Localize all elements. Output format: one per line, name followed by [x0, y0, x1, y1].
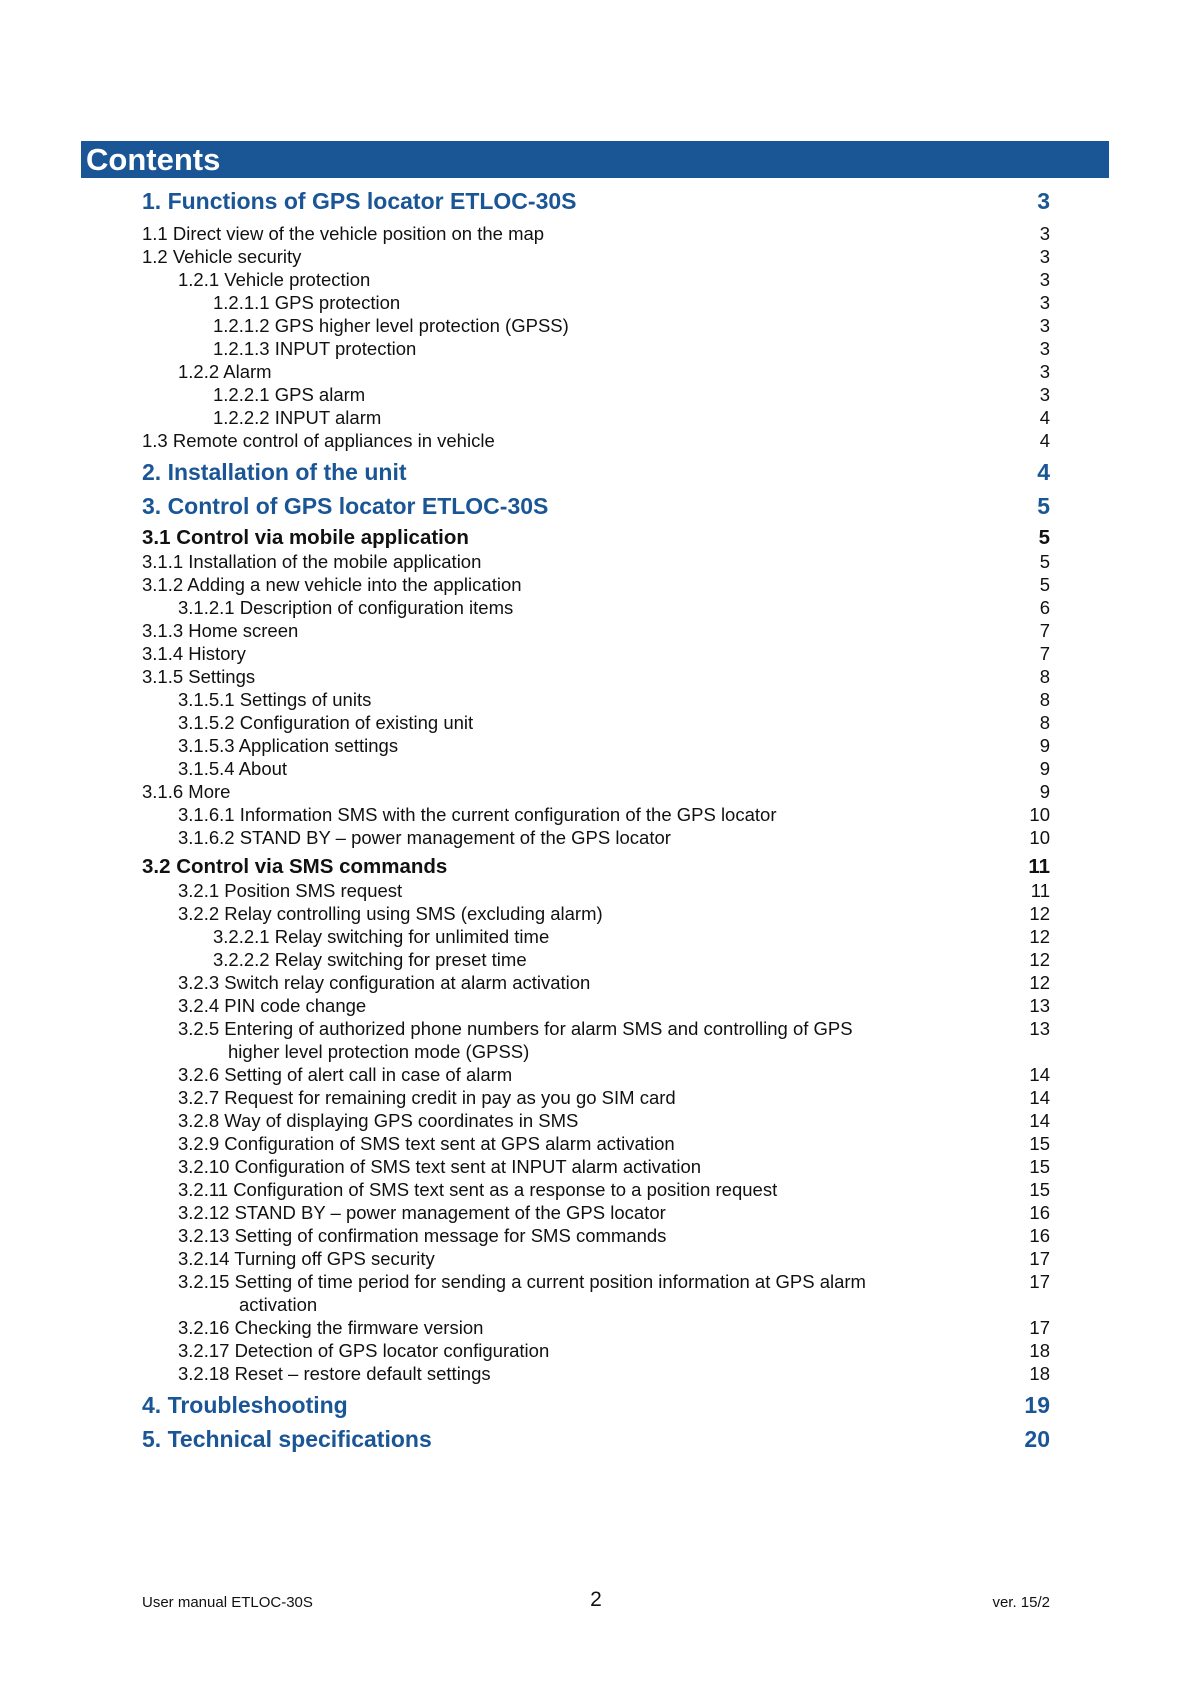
toc-entry[interactable] [142, 360, 1050, 383]
toc-entry-title: 3.2.2.1 Relay switching for unlimited time [213, 926, 550, 947]
toc-entry-title: 3.1.6.2 STAND BY – power management of the GPS locator [178, 827, 671, 848]
toc-entry-title: 3.2.2.2 Relay switching for preset time [213, 949, 527, 970]
toc-entry-title: 3.2.9 Configuration of SMS text sent at GPS alarm activation [178, 1133, 675, 1154]
footer-version: ver. 15/2 [992, 1594, 1050, 1611]
toc-entry-page-number: 14 [1029, 1064, 1050, 1085]
toc-entry-title: 3.1.5 Settings [142, 666, 256, 687]
toc-entry-title: 2. Installation of the unit [142, 459, 407, 485]
toc-entry-page-number: 3 [1039, 246, 1050, 267]
toc-entry[interactable] [142, 268, 1050, 291]
toc-entry-page-number: 7 [1039, 620, 1050, 641]
toc-entry-page-number: 4 [1037, 459, 1050, 485]
toc-entry-page-number: 5 [1037, 493, 1050, 519]
toc-section-entry[interactable] [142, 526, 1050, 550]
toc-entry-title: 3.1.5.4 About [178, 758, 288, 779]
toc-entry-page-number: 13 [1029, 1018, 1050, 1039]
toc-entry[interactable] [142, 780, 1050, 803]
toc-entry-page-number: 10 [1029, 827, 1050, 848]
toc-entry-title: 3.1 Control via mobile application [142, 526, 469, 549]
toc-entry-title: 3.2.4 PIN code change [178, 995, 367, 1016]
toc-entry-page-number: 9 [1039, 758, 1050, 779]
toc-entry-page-number: 17 [1029, 1317, 1050, 1338]
toc-entry-title: 1.2.2.1 GPS alarm [213, 384, 366, 405]
toc-entry-title: 3.2.18 Reset – restore default settings [178, 1363, 491, 1384]
toc-entry-title: 3.2.16 Checking the firmware version [178, 1317, 484, 1338]
toc-entry-title-line: 3.2.15 Setting of time period for sending a current position information at GPS alarm [178, 1271, 866, 1292]
toc-entry[interactable] [142, 1270, 1050, 1316]
toc-entry-title: 3.1.3 Home screen [142, 620, 299, 641]
toc-entry[interactable] [142, 826, 1050, 849]
toc-entry-title: 1.2.1 Vehicle protection [178, 269, 371, 290]
toc-entry-title: 3. Control of GPS locator ETLOC-30S [142, 493, 549, 519]
toc-entry[interactable] [142, 734, 1050, 757]
toc-entry-title-continuation: activation [239, 1294, 318, 1315]
toc-entry-title: 3.1.5.2 Configuration of existing unit [178, 712, 474, 733]
toc-entry-title: 1.2.1.1 GPS protection [213, 292, 401, 313]
toc-entry-page-number: 20 [1024, 1426, 1050, 1452]
toc-entry-title: 3.2.12 STAND BY – power management of the GPS locator [178, 1202, 666, 1223]
toc-entry[interactable] [142, 1201, 1050, 1224]
toc-entry-page-number: 8 [1039, 666, 1050, 687]
toc-entry-page-number: 4 [1039, 407, 1050, 428]
toc-entry[interactable] [142, 245, 1050, 268]
toc-entry-page-number: 16 [1029, 1202, 1050, 1223]
toc-entry[interactable] [142, 711, 1050, 734]
toc-entry-page-number: 18 [1029, 1340, 1050, 1361]
toc-entry[interactable] [142, 1362, 1050, 1385]
toc-entry[interactable] [142, 879, 1050, 902]
toc-entry-title: 1.2.2 Alarm [178, 361, 272, 382]
toc-entry[interactable] [142, 1155, 1050, 1178]
toc-entry[interactable] [142, 1247, 1050, 1270]
toc-entry-page-number: 16 [1029, 1225, 1050, 1246]
toc-entry-title: 3.1.5.1 Settings of units [178, 689, 372, 710]
toc-entry[interactable] [142, 1132, 1050, 1155]
toc-entry-title-continuation: higher level protection mode (GPSS) [228, 1041, 530, 1062]
toc-entry-page-number: 3 [1039, 338, 1050, 359]
page-footer [142, 1590, 1050, 1614]
toc-chapter-entry[interactable] [142, 1425, 1050, 1453]
toc-entry-page-number: 3 [1039, 384, 1050, 405]
toc-chapter-entry[interactable] [142, 1391, 1050, 1419]
toc-entry-title: 3.2.10 Configuration of SMS text sent at INPUT alarm activation [178, 1156, 702, 1177]
toc-entry[interactable] [142, 1224, 1050, 1247]
toc-entry-page-number: 3 [1039, 315, 1050, 336]
toc-entry[interactable] [142, 757, 1050, 780]
toc-entry[interactable] [142, 665, 1050, 688]
toc-entry-title: 3.2.2 Relay controlling using SMS (excluding alarm) [178, 903, 603, 924]
toc-chapter-entry[interactable] [142, 492, 1050, 520]
toc-entry[interactable] [142, 803, 1050, 826]
toc-entry[interactable] [142, 948, 1050, 971]
toc-entry-page-number: 10 [1029, 804, 1050, 825]
toc-entry-title [142, 1017, 990, 1063]
toc-entry-page-number: 4 [1039, 430, 1050, 451]
toc-entry-title: 1. Functions of GPS locator ETLOC-30S [142, 188, 577, 214]
toc-entry-title: 1.2.2.2 INPUT alarm [213, 407, 382, 428]
toc-entry-title: 3.1.4 History [142, 643, 246, 664]
toc-entry-page-number: 3 [1039, 269, 1050, 290]
toc-entry[interactable] [142, 971, 1050, 994]
toc-entry-title: 3.2.3 Switch relay configuration at alarm activation [178, 972, 591, 993]
page-title: Contents [86, 142, 221, 177]
toc-entry-page-number: 7 [1039, 643, 1050, 664]
toc-entry-page-number: 12 [1029, 972, 1050, 993]
toc-entry-page-number: 6 [1039, 597, 1050, 618]
toc-entry-title: 4. Troubleshooting [142, 1392, 348, 1418]
toc-entry[interactable] [142, 406, 1050, 429]
toc-entry[interactable] [142, 925, 1050, 948]
toc-entry-page-number: 12 [1029, 926, 1050, 947]
toc-entry-page-number: 3 [1039, 361, 1050, 382]
toc-entry-page-number: 3 [1039, 223, 1050, 244]
toc-entry-title: 3.1.6.1 Information SMS with the current configuration of the GPS locator [178, 804, 777, 825]
toc-entry-page-number: 5 [1038, 526, 1050, 549]
toc-entry-title: 1.2.1.2 GPS higher level protection (GPSS) [213, 315, 569, 336]
toc-entry[interactable] [142, 383, 1050, 406]
toc-entry[interactable] [142, 222, 1050, 245]
toc-entry[interactable] [142, 1339, 1050, 1362]
toc-entry[interactable] [142, 1109, 1050, 1132]
toc-entry-title: 3.1.1 Installation of the mobile application [142, 551, 482, 572]
toc-entry[interactable] [142, 619, 1050, 642]
toc-entry-page-number: 17 [1029, 1248, 1050, 1269]
toc-entry[interactable] [142, 1086, 1050, 1109]
footer-document-name: User manual ETLOC-30S [142, 1594, 313, 1611]
toc-chapter-entry[interactable] [142, 458, 1050, 486]
toc-entry-page-number: 12 [1029, 949, 1050, 970]
contents-header-bar [81, 141, 1109, 178]
toc-chapter-entry[interactable] [142, 187, 1050, 215]
toc-entry[interactable] [142, 994, 1050, 1017]
toc-entry[interactable] [142, 291, 1050, 314]
toc-entry[interactable] [142, 429, 1050, 452]
toc-entry-title: 5. Technical specifications [142, 1426, 432, 1452]
toc-entry[interactable] [142, 573, 1050, 596]
toc-entry-page-number: 15 [1029, 1156, 1050, 1177]
toc-entry-page-number: 9 [1039, 781, 1050, 802]
toc-entry[interactable] [142, 1316, 1050, 1339]
footer-page-number: 2 [590, 1588, 602, 1611]
toc-entry-title: 3.2.14 Turning off GPS security [178, 1248, 435, 1269]
toc-entry-page-number: 11 [1030, 880, 1050, 901]
toc-entry[interactable] [142, 596, 1050, 619]
toc-entry-title: 3.1.6 More [142, 781, 231, 802]
toc-entry-page-number: 15 [1029, 1179, 1050, 1200]
toc-entry-page-number: 12 [1029, 903, 1050, 924]
toc-entry[interactable] [142, 1178, 1050, 1201]
toc-entry-title: 1.3 Remote control of appliances in vehicle [142, 430, 495, 451]
toc-entry-title: 1.2 Vehicle security [142, 246, 302, 267]
toc-entry-title: 3.2 Control via SMS commands [142, 855, 448, 878]
toc-entry-page-number: 13 [1029, 995, 1050, 1016]
toc-entry-title: 3.2.11 Configuration of SMS text sent as a response to a position request [178, 1179, 778, 1200]
toc-entry-title: 3.2.6 Setting of alert call in case of alarm [178, 1064, 513, 1085]
toc-entry-page-number: 15 [1029, 1133, 1050, 1154]
toc-entry-page-number: 19 [1024, 1392, 1050, 1418]
toc-entry-title: 3.1.2 Adding a new vehicle into the application [142, 574, 522, 595]
toc-entry-title [142, 1270, 990, 1316]
toc-entry[interactable] [142, 1017, 1050, 1063]
toc-entry-page-number: 5 [1039, 551, 1050, 572]
toc-entry[interactable] [142, 314, 1050, 337]
toc-entry-page-number: 8 [1039, 689, 1050, 710]
toc-entry-page-number: 3 [1039, 292, 1050, 313]
toc-entry-page-number: 17 [1029, 1271, 1050, 1292]
toc-entry-page-number: 14 [1029, 1087, 1050, 1108]
toc-entry[interactable] [142, 337, 1050, 360]
toc-entry-title: 3.1.2.1 Description of configuration items [178, 597, 514, 618]
table-of-contents [142, 187, 1050, 1453]
toc-entry-title-line: 3.2.5 Entering of authorized phone numbers for alarm SMS and controlling of GPS [178, 1018, 853, 1039]
toc-entry-title: 1.2.1.3 INPUT protection [213, 338, 417, 359]
toc-entry[interactable] [142, 902, 1050, 925]
toc-entry-page-number: 11 [1028, 855, 1050, 878]
toc-entry-title: 1.1 Direct view of the vehicle position on the map [142, 223, 545, 244]
toc-entry-page-number: 9 [1039, 735, 1050, 756]
toc-entry-page-number: 14 [1029, 1110, 1050, 1131]
toc-entry-title: 3.2.17 Detection of GPS locator configuration [178, 1340, 550, 1361]
toc-entry[interactable] [142, 1063, 1050, 1086]
toc-entry-page-number: 18 [1029, 1363, 1050, 1384]
toc-entry[interactable] [142, 642, 1050, 665]
toc-entry-page-number: 3 [1037, 188, 1050, 214]
toc-entry-title: 3.2.8 Way of displaying GPS coordinates in SMS [178, 1110, 579, 1131]
toc-entry-page-number: 5 [1039, 574, 1050, 595]
toc-entry-title: 3.2.1 Position SMS request [178, 880, 403, 901]
toc-entry[interactable] [142, 688, 1050, 711]
toc-entry[interactable] [142, 550, 1050, 573]
toc-entry-title: 3.2.7 Request for remaining credit in pay as you go SIM card [178, 1087, 676, 1108]
toc-section-entry[interactable] [142, 855, 1050, 879]
toc-entry-title: 3.1.5.3 Application settings [178, 735, 399, 756]
toc-entry-title: 3.2.13 Setting of confirmation message for SMS commands [178, 1225, 667, 1246]
toc-entry-page-number: 8 [1039, 712, 1050, 733]
